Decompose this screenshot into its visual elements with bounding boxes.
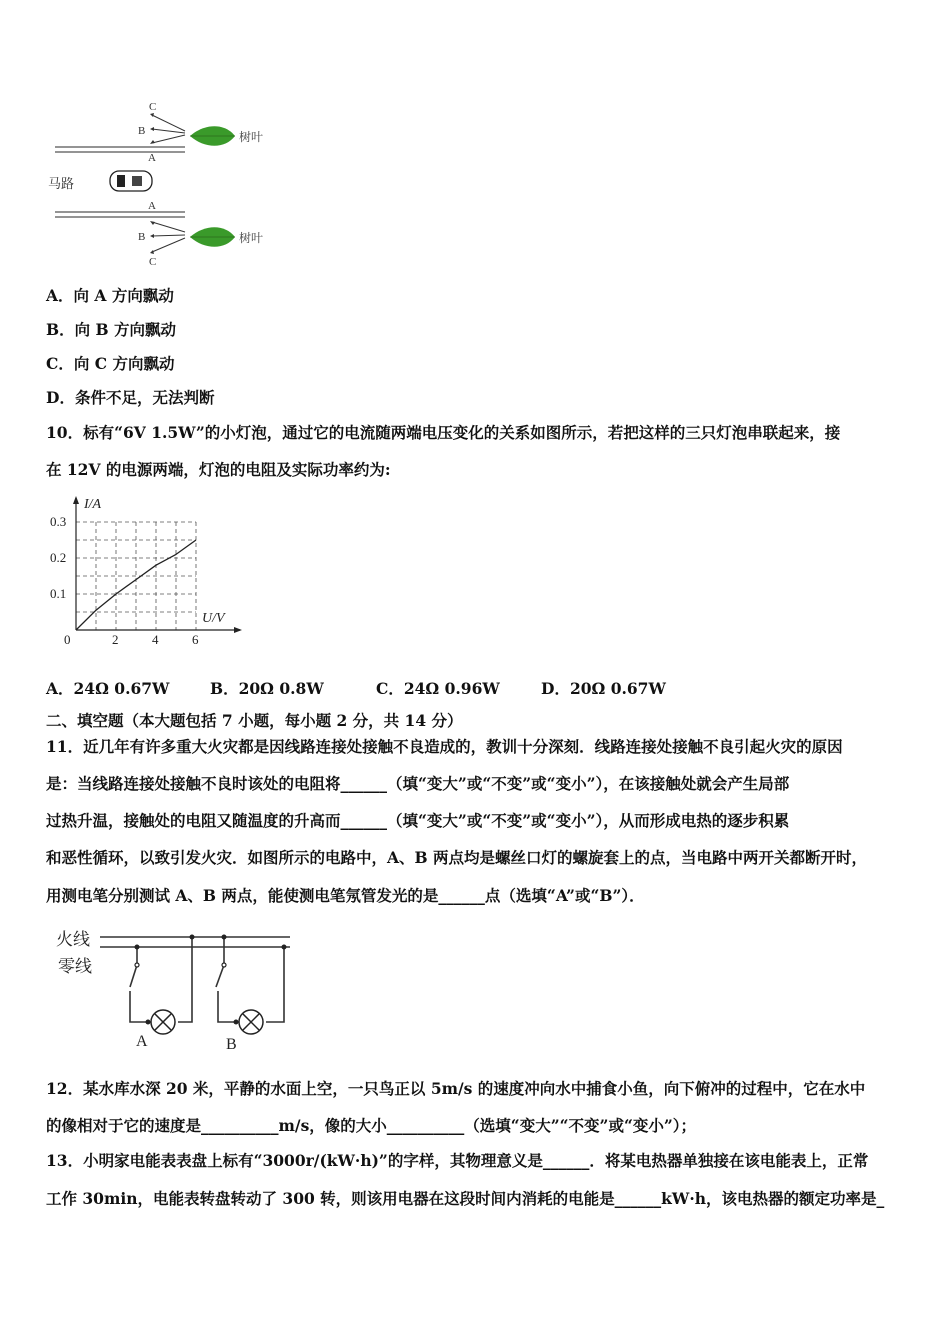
section2-header: 二、填空题（本大题包括 7 小题，每小题 2 分，共 14 分）: [46, 711, 463, 730]
circuit-figure: [50, 925, 300, 1055]
x-tick-label: 6: [192, 632, 199, 647]
x-tick-label: 2: [112, 632, 119, 647]
leaf-label-bottom: 树叶: [239, 231, 264, 245]
point-a-bottom: A: [148, 200, 156, 212]
q10-option-c: C．24Ω 0.96W: [376, 679, 500, 698]
road-label: 马路: [48, 176, 75, 191]
lamp-icon-b: [239, 1010, 263, 1034]
neutral-wire-label: 零线: [58, 957, 92, 976]
iu-chart: [40, 490, 250, 650]
road-leaf-figure: [40, 95, 300, 270]
y-axis-label: I/A: [84, 497, 102, 512]
y-tick-label: 0.1: [50, 586, 67, 601]
q11-line-4: 和恶性循环，以致引发火灾．如图所示的电路中，A、B 两点均是螺丝口灯的螺旋套上的点，当电路中两开关都断开时，: [46, 848, 868, 867]
point-c-top: C: [149, 101, 157, 113]
q12-line-1: 12．某水库水深 20 米，平静的水面上空，一只鸟正以 5m/s 的速度冲向水中捕食小鱼，向下俯冲的过程中，它在水中: [46, 1079, 866, 1098]
point-a-label: A: [136, 1033, 148, 1050]
x-tick-label: 0: [64, 632, 71, 647]
arrows-top: [152, 115, 185, 143]
leaf-icon-bottom: [190, 227, 235, 247]
q10-line-1: 10．标有“6V 1.5W”的小灯泡，通过它的电流随两端电压变化的关系如图所示，若把这样的三只灯泡串联起来，接: [46, 423, 841, 442]
y-tick-label: 0.2: [50, 550, 67, 565]
q9-option-c: C．向 C 方向飘动: [46, 354, 175, 373]
q10-option-b: B．20Ω 0.8W: [210, 679, 324, 698]
q9-option-b: B．向 B 方向飘动: [46, 320, 176, 339]
leaf-icon-top: [190, 126, 235, 146]
point-c-bottom: C: [149, 256, 157, 268]
point-b-bottom: B: [138, 231, 146, 243]
y-axis-arrow: [73, 496, 79, 504]
x-axis-label: U/V: [202, 611, 225, 626]
q10-line-2: 在 12V 的电源两端，灯泡的电阻及实际功率约为:: [46, 460, 391, 479]
q12-line-2: 的像相对于它的速度是__________m/s，像的大小__________（选填“变大”“不变”或“变小”）；: [46, 1116, 697, 1135]
q11-line-1: 11．近几年有许多重大火灾都是因线路连接处接触不良造成的，教训十分深刻．线路连接处接触不良引起火灾的原因: [46, 737, 843, 756]
point-a-top: A: [148, 152, 156, 164]
live-wire-label: 火线: [56, 930, 90, 949]
arrows-bottom: [152, 222, 185, 252]
q9-option-a: A．向 A 方向飘动: [46, 286, 174, 305]
point-b-label: B: [226, 1036, 237, 1053]
car-icon: [110, 171, 152, 191]
point-b-top: B: [138, 125, 146, 137]
q9-option-d: D．条件不足，无法判断: [46, 388, 215, 407]
x-tick-label: 4: [152, 632, 159, 647]
q11-line-3: 过热升温，接触处的电阻又随温度的升高而______（填“变大”或“不变”或“变小”），从而形成电热的逐步积累: [46, 811, 790, 830]
q11-line-2: 是：当线路连接处接触不良时该处的电阻将______（填“变大”或“不变”或“变小”），在该接触处就会产生局部: [46, 774, 790, 793]
q11-line-5: 用测电笔分别测试 A、B 两点，能使测电笔氖管发光的是______点（选填“A”或“B”）．: [46, 886, 645, 905]
x-axis-arrow: [234, 627, 242, 633]
q13-line-1: 13．小明家电能表表盘上标有“3000r/(kW·h)”的字样，其物理意义是______．将某电热器单独接在该电能表上，正常: [46, 1151, 869, 1170]
leaf-label-top: 树叶: [239, 130, 264, 144]
lamp-icon-a: [151, 1010, 175, 1034]
q10-option-d: D．20Ω 0.67W: [541, 679, 666, 698]
q10-option-a: A．24Ω 0.67W: [46, 679, 170, 698]
y-tick-label: 0.3: [50, 514, 67, 529]
q13-line-2: 工作 30min，电能表转盘转动了 300 转，则该用电器在这段时间内消耗的电能是______kW·h，该电热器的额定功率是_: [46, 1189, 885, 1208]
